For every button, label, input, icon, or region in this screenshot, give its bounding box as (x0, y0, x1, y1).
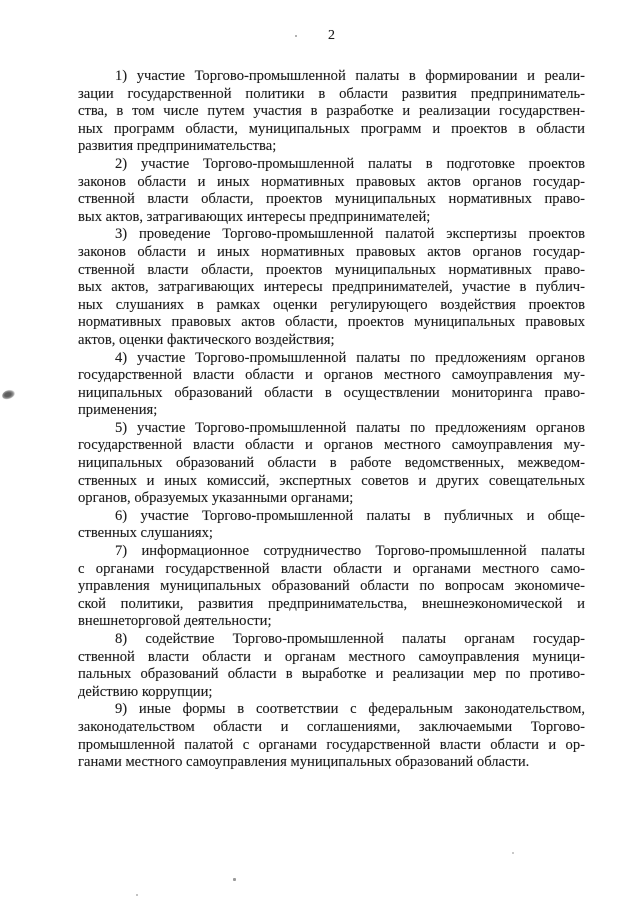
paragraph (78, 508, 585, 543)
text-line: ниципальных образований области в работе ведомственных, межведом- (78, 455, 585, 472)
text-line: органов, образуемых указанными органами; (78, 490, 354, 507)
text-line: ской политики, развития предпринимательства, внешнеэкономической и (78, 595, 585, 612)
text-line: государственной власти области и органов местного самоуправления му- (78, 367, 585, 384)
text-line: ганами местного самоуправления муниципальных образований области. (78, 754, 530, 771)
text-line: применения; (78, 402, 158, 419)
text-line: 8) содействие Торгово-промышленной палаты органам государ- (115, 631, 585, 647)
text-line: ниципальных образований области в осуществлении мониторинга право- (78, 384, 585, 401)
text-line: вых актов, затрагивающих интересы предпринимателей; (78, 208, 431, 225)
text-line: 2) участие Торгово-промышленной палаты в подготовке проектов (115, 155, 585, 172)
text-line: актов, оценки фактического воздействия; (78, 331, 335, 348)
text-line: с органами государственной власти области и органами местного само- (78, 560, 585, 577)
text-line: пальных образований области в выработке и реализации мер по противо- (78, 666, 585, 683)
paragraph (78, 350, 585, 420)
text-line: 9) иные формы в соответствии с федеральным законодательством, (115, 701, 585, 718)
paragraph (78, 68, 585, 156)
text-line: ственных и иных комиссий, экспертных советов и других совещательных (78, 472, 585, 489)
scan-speck (295, 35, 297, 37)
text-line: законов области и иных нормативных правовых актов органов государ- (78, 243, 585, 260)
paragraph (78, 420, 585, 508)
text-line: 4) участие Торгово-промышленной палаты по предложениям органов (115, 349, 585, 366)
text-line: ственной власти области, проектов муниципальных нормативных право- (78, 191, 585, 208)
text-line: нормативных правовых актов области, проектов муниципальных правовых (78, 314, 585, 331)
page-number: 2 (328, 28, 335, 43)
text-line: ственной власти области, проектов муниципальных нормативных право- (78, 261, 585, 278)
text-line: 5) участие Торгово-промышленной палаты по предложениям органов (115, 419, 585, 436)
text-line: ных слушаниях в рамках оценки регулирующего воздействия проектов (78, 296, 585, 313)
scan-speck (512, 852, 514, 854)
scan-speck (233, 878, 236, 881)
text-line: вых актов, затрагивающих интересы предпринимателей, участие в публич- (78, 279, 585, 296)
paragraph (78, 631, 585, 701)
text-line: внешнеторговой деятельности; (78, 613, 272, 630)
text-line: ных программ области, муниципальных программ и проектов в области (78, 120, 585, 137)
scan-speck (136, 894, 138, 896)
text-line: действию коррупции; (78, 683, 213, 700)
paragraph (78, 156, 585, 226)
text-line: 7) информационное сотрудничество Торгово-промышленной палаты (115, 543, 585, 560)
text-line: ственной власти области и органам местного самоуправления муници- (78, 648, 585, 665)
text-line: промышленной палатой с органами государственной власти области и ор- (78, 736, 585, 753)
text-line: государственной власти области и органов местного самоуправления му- (78, 437, 585, 454)
text-line: законодательством области и соглашениями, заключаемыми Торгово- (78, 718, 585, 735)
document-text-block (78, 68, 585, 772)
text-line: зации государственной политики в области развития предприниматель- (78, 85, 585, 102)
text-line: управления муниципальных образований области по вопросам экономиче- (78, 578, 585, 595)
text-line: 1) участие Торгово-промышленной палаты в формировании и реали- (115, 68, 585, 84)
ink-smudge (1, 389, 16, 401)
text-line: ства, в том числе путем участия в разработке и реализации государствен- (78, 103, 585, 120)
text-line: 6) участие Торгово-промышленной палаты в публичных и обще- (115, 507, 585, 524)
text-line: ственных слушаниях; (78, 525, 213, 542)
paragraph (78, 226, 585, 349)
text-line: законов области и иных нормативных правовых актов органов государ- (78, 173, 585, 190)
paragraph (78, 701, 585, 771)
paragraph (78, 543, 585, 631)
text-line: развития предпринимательства; (78, 138, 277, 155)
text-line: 3) проведение Торгово-промышленной палатой экспертизы проектов (115, 226, 585, 243)
